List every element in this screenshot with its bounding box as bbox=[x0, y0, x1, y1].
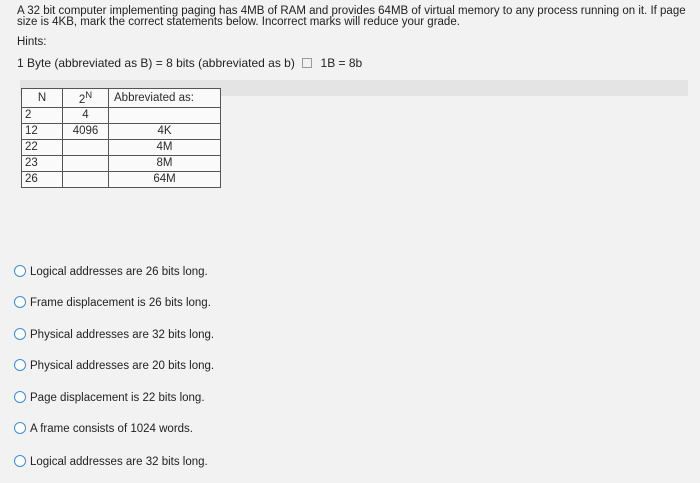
header-2n-exp: N bbox=[85, 90, 93, 101]
cell-n: 23 bbox=[22, 155, 63, 171]
cell-n: 26 bbox=[22, 171, 63, 187]
unknown-glyph-icon bbox=[302, 58, 312, 68]
option-1[interactable] bbox=[14, 265, 208, 279]
checkbox-icon[interactable] bbox=[14, 328, 26, 340]
cell-abbr: 4K bbox=[109, 123, 221, 139]
cell-abbr: 4M bbox=[109, 139, 221, 155]
option-label: Page displacement is 22 bits long. bbox=[30, 392, 205, 404]
option-label: A frame consists of 1024 words. bbox=[30, 423, 193, 435]
cell-n: 22 bbox=[22, 139, 63, 155]
table-row bbox=[22, 123, 221, 139]
option-label: Frame displacement is 26 bits long. bbox=[30, 297, 211, 309]
header-abbr: Abbreviated as: bbox=[109, 89, 221, 108]
option-label: Physical addresses are 32 bits long. bbox=[30, 329, 215, 341]
option-label: Logical addresses are 32 bits long. bbox=[30, 456, 208, 468]
checkbox-icon[interactable] bbox=[14, 422, 26, 434]
option-6[interactable] bbox=[14, 422, 193, 436]
cell-abbr: 8M bbox=[109, 155, 221, 171]
header-2n bbox=[63, 89, 109, 108]
cell-pow bbox=[63, 155, 109, 171]
cell-pow: 4096 bbox=[63, 123, 109, 139]
cell-abbr: 64M bbox=[109, 171, 221, 187]
option-4[interactable] bbox=[14, 359, 214, 373]
table-header-row bbox=[22, 89, 221, 108]
hint-line bbox=[17, 56, 362, 70]
cell-pow bbox=[63, 171, 109, 187]
cell-abbr bbox=[109, 107, 221, 123]
checkbox-icon[interactable] bbox=[14, 455, 26, 467]
option-2[interactable] bbox=[14, 296, 211, 310]
hint-text-after: 1B = 8b bbox=[320, 56, 363, 70]
cell-pow bbox=[63, 139, 109, 155]
checkbox-icon[interactable] bbox=[14, 296, 26, 308]
question-line-1: A 32 bit computer implementing paging has 4MB of RAM and provides 64MB of virtual memory to any process running on it. If page bbox=[17, 5, 686, 17]
cell-n: 12 bbox=[22, 123, 63, 139]
table-row bbox=[22, 139, 221, 155]
option-3[interactable] bbox=[14, 328, 214, 342]
option-5[interactable] bbox=[14, 391, 205, 405]
option-7[interactable] bbox=[14, 455, 208, 469]
cell-n: 2 bbox=[22, 107, 63, 123]
checkbox-icon[interactable] bbox=[14, 359, 26, 371]
checkbox-icon[interactable] bbox=[14, 391, 26, 403]
option-label: Physical addresses are 20 bits long. bbox=[30, 360, 215, 372]
checkbox-icon[interactable] bbox=[14, 265, 26, 277]
hint-text-before: 1 Byte (abbreviated as B) = 8 bits (abbreviated as b) bbox=[17, 56, 295, 70]
power-table bbox=[21, 88, 221, 188]
table-row bbox=[22, 171, 221, 187]
question-line-2: size is 4KB, mark the correct statements below. Incorrect marks will reduce your grade. bbox=[17, 16, 460, 28]
option-label: Logical addresses are 26 bits long. bbox=[30, 266, 208, 278]
header-n: N bbox=[22, 89, 63, 108]
table-row bbox=[22, 155, 221, 171]
hints-label: Hints: bbox=[17, 36, 47, 48]
question-text bbox=[17, 6, 687, 28]
cell-pow: 4 bbox=[63, 107, 109, 123]
table-row bbox=[22, 107, 221, 123]
header-2n-base: 2 bbox=[78, 93, 86, 106]
